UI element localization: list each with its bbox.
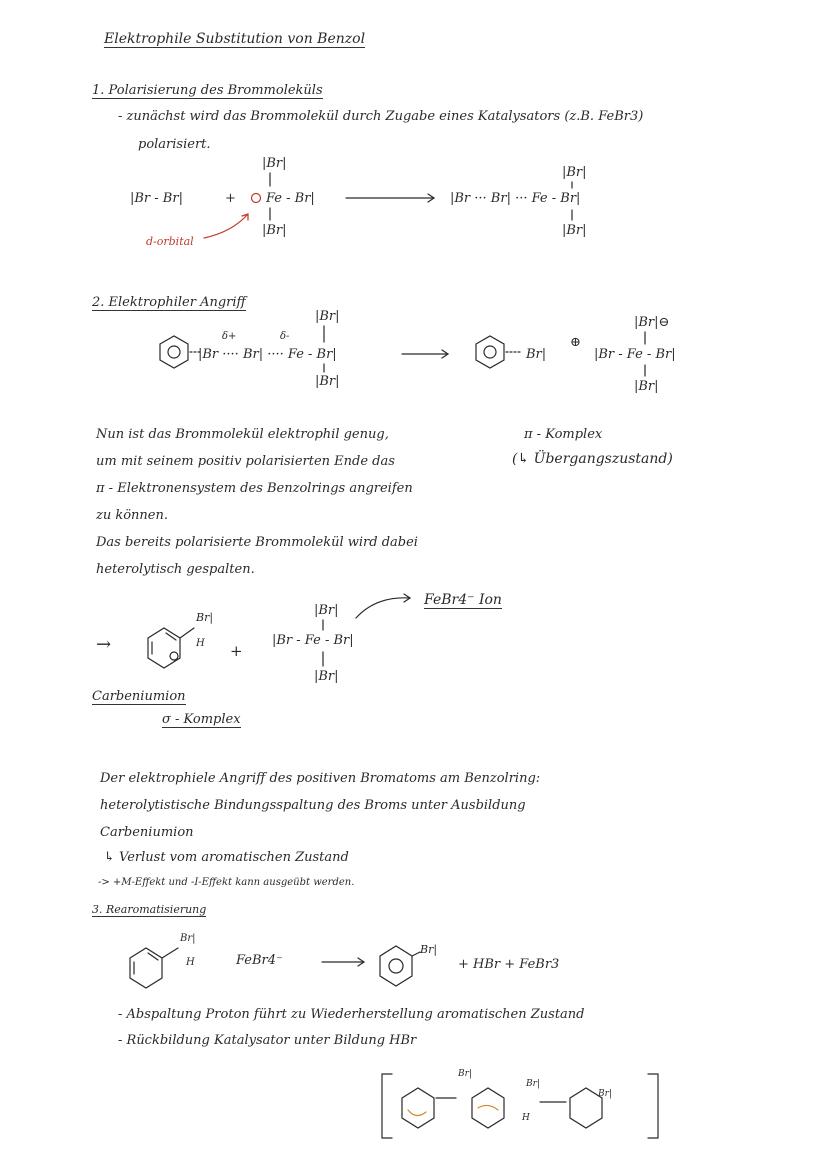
para-line-5: Das bereits polarisierte Brommolekül wird dabei [96, 535, 418, 550]
loss-line: ↳ Verlust vom aromatischen Zustand [104, 850, 349, 865]
benzene-ring-2-aromatic [484, 346, 496, 358]
rearom-febr4: FeBr4⁻ [236, 953, 283, 968]
carbenium-charge [170, 652, 178, 660]
rearom-product-ring [380, 946, 412, 986]
section1-heading: 1. Polarisierung des Brommoleküls [92, 83, 323, 98]
right-bracket [648, 1074, 658, 1138]
summary-line-3: Carbeniumion [100, 825, 194, 840]
d-orbital-arrow [204, 214, 248, 238]
febr4-ion-arrow [356, 598, 410, 618]
reaction3-arrowhead [358, 958, 364, 966]
resonance-curved-arrow-1 [408, 1110, 426, 1116]
summary-line-1: Der elektrophiele Angriff des positiven Bromatoms am Benzolring: [100, 771, 541, 786]
rearom-byproducts: + HBr + FeBr3 [458, 957, 560, 972]
plus-sign: + [225, 191, 236, 206]
resonance-ring-2 [472, 1088, 504, 1128]
rearom-reactant-double-2 [148, 953, 158, 960]
chain2-top-br: |Br| [315, 309, 340, 324]
section2-heading: 2. Elektrophiler Angriff [92, 295, 246, 310]
resonance-br-3: Br| [598, 1089, 612, 1099]
reaction-arrow: → [96, 634, 112, 655]
resonance-h: H [522, 1113, 530, 1123]
resonance-br-2: Br| [526, 1079, 540, 1089]
effect-line: -> +M-Effekt und -I-Effekt kann ausgeübt werden. [98, 877, 355, 888]
febr4-bottom: |Br| [634, 379, 659, 394]
summary-line-2: heterolytistische Bindungsspaltung des Broms unter Ausbildung [100, 798, 526, 813]
carbenium-ring [148, 628, 180, 668]
plus-sign-2: + [230, 642, 243, 660]
carbenium-br-bond [180, 628, 194, 638]
rearom-product-aromatic [389, 959, 403, 973]
product1-chain: |Br ··· Br| ··· Fe - Br| [450, 191, 581, 206]
resonance-curved-arrow-2 [478, 1105, 498, 1110]
ion-bottom: |Br| [314, 669, 339, 684]
carbenium-double-2 [166, 633, 176, 640]
rearom-product-br: Br| [420, 943, 438, 956]
pi-complex-label: π - Komplex [524, 427, 603, 442]
rearom-reactant-ring [130, 948, 162, 988]
carbenium-h: H [196, 638, 205, 649]
para-line-4: zu können. [96, 508, 169, 523]
para-line-3: π - Elektronensystem des Benzolrings angreifen [96, 481, 413, 496]
febr4-mid: |Br - Fe - Br| [594, 347, 676, 362]
reaction1-arrowhead [428, 194, 434, 202]
benzene-ring-1-aromatic [168, 346, 180, 358]
chain2-bottom-br: |Br| [315, 374, 340, 389]
febr3-top-br: |Br| [262, 156, 287, 171]
benzene-ring-1 [160, 336, 188, 368]
section3-heading: 3. Rearomatisierung [92, 903, 207, 916]
d-orbital-label: d-orbital [146, 235, 194, 248]
section1-text-line2: polarisiert. [138, 137, 211, 152]
febr4-ion-label: FeBr4⁻ Ion [424, 592, 502, 608]
d-orbital-circle [252, 194, 261, 203]
rearom-product-br-bond [412, 952, 420, 956]
d-orbital-arrowhead [242, 214, 248, 220]
carbeniumion-label: Carbeniumion [92, 689, 186, 704]
rearom-reactant-br-bond [162, 948, 178, 958]
sigma-complex-label: σ - Komplex [162, 712, 241, 727]
ion-mid: |Br - Fe - Br| [272, 633, 354, 648]
para-line-2: um mit seinem positiv polarisierten Ende das [96, 454, 395, 469]
carbenium-br: Br| [196, 611, 214, 624]
left-bracket [382, 1074, 392, 1138]
para-line-1: Nun ist das Brommolekül elektrophil genug, [96, 427, 389, 442]
reaction2-arrowhead [442, 350, 448, 358]
resonance-br-1: Br| [458, 1069, 472, 1079]
rearom-reactant-h: H [186, 957, 195, 968]
para-line-6: heterolytisch gespalten. [96, 562, 255, 577]
febr4-top: |Br|⊖ [634, 315, 670, 330]
section1-text-line1: - zunächst wird das Brommolekül durch Zugabe eines Katalysators (z.B. FeBr3) [118, 109, 644, 124]
febr4-ion-arrowhead [404, 594, 410, 602]
febr3-bottom-br: |Br| [262, 223, 287, 238]
br2-molecule: |Br - Br| [130, 191, 183, 206]
transition-state-label: (↳ Übergangszustand) [512, 451, 673, 467]
chain2: |Br ···· Br| ···· Fe - Br| [198, 347, 337, 362]
page-title: Elektrophile Substitution von Benzol [104, 31, 366, 47]
bullet-2: - Rückbildung Katalysator unter Bildung HBr [118, 1033, 417, 1048]
ion-top: |Br| [314, 603, 339, 618]
delta-plus: δ+ [222, 331, 237, 342]
product1-bottom-br: |Br| [562, 223, 587, 238]
febr3-center: Fe - Br| [266, 191, 315, 206]
bullet-1: - Abspaltung Proton führt zu Wiederherstellung aromatischen Zustand [118, 1007, 585, 1022]
resonance-ring-1 [402, 1088, 434, 1128]
pi-product-charge: ⊕ [570, 335, 581, 350]
product1-top-br: |Br| [562, 165, 587, 180]
benzene-ring-2 [476, 336, 504, 368]
delta-minus: δ- [280, 331, 290, 342]
pi-product-br: Br| [526, 347, 547, 362]
rearom-reactant-br: Br| [180, 933, 196, 944]
